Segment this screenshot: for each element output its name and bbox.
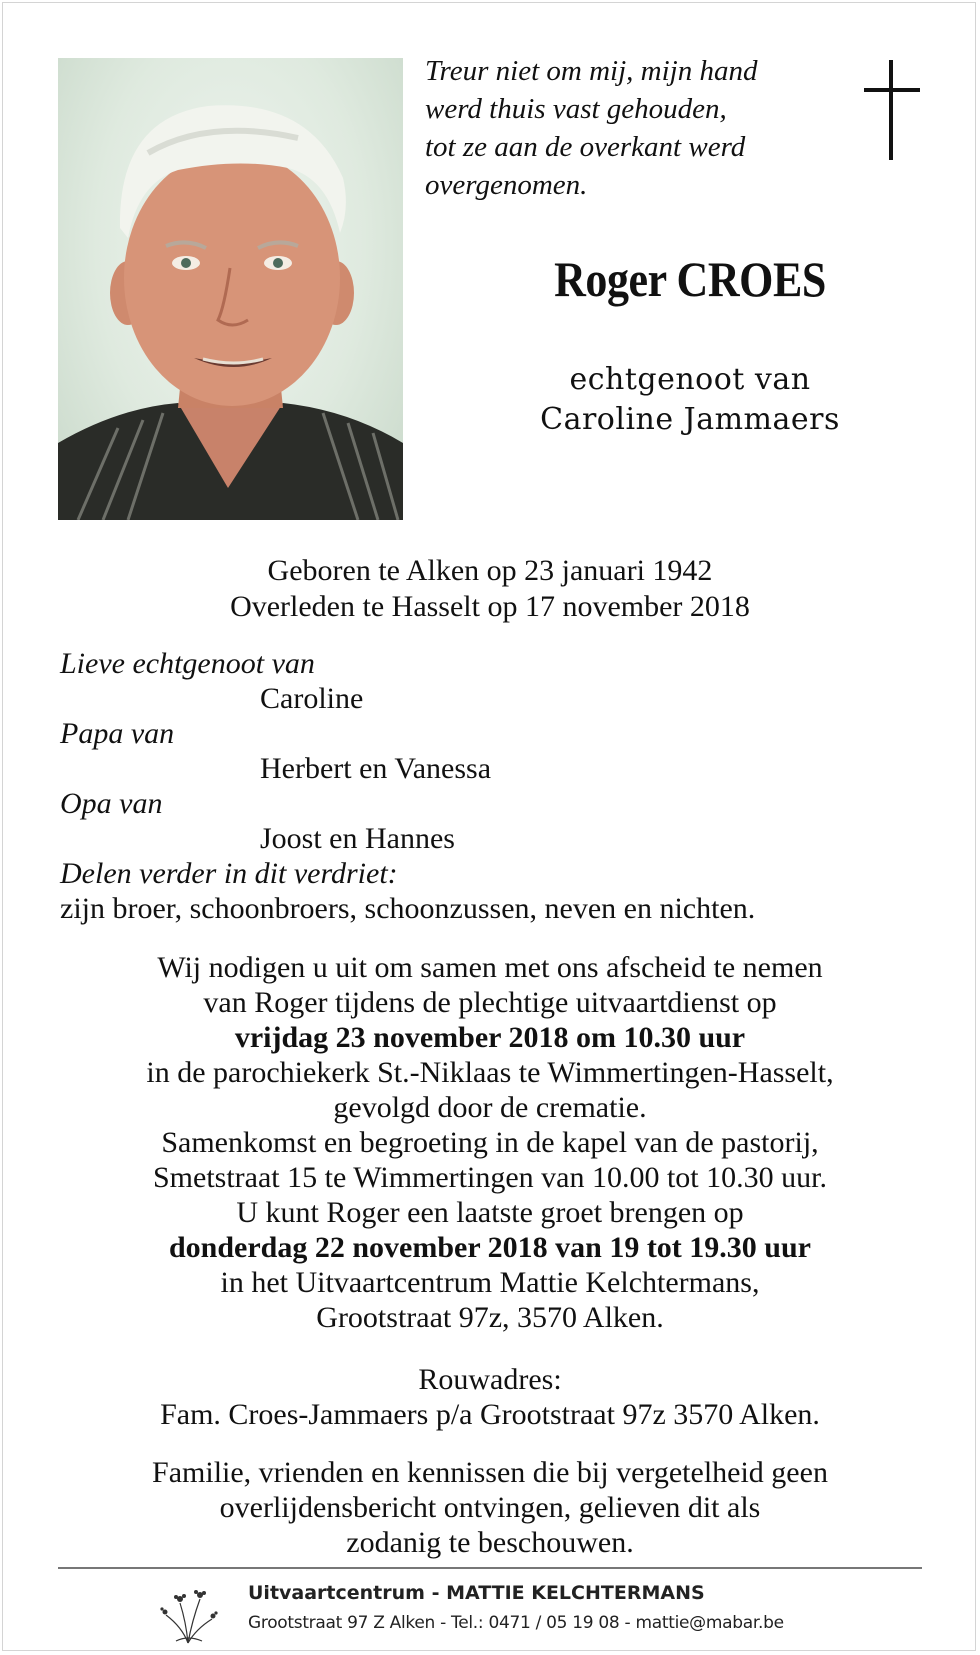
family-role: Opa van xyxy=(60,787,163,820)
invitation-line: Wij nodigen u uit om samen met ons afscheid te nemen xyxy=(157,951,823,984)
funeral-home-info xyxy=(248,1578,868,1638)
mourning-address xyxy=(0,1362,980,1432)
closing-line: zodanig te beschouwen. xyxy=(346,1526,634,1559)
footer-divider xyxy=(58,1567,922,1569)
invitation-line: U kunt Roger een laatste groet brengen op xyxy=(236,1196,744,1229)
death-date: Overleden te Hasselt op 17 november 2018 xyxy=(230,590,750,623)
closing-note xyxy=(0,1455,980,1560)
spouse-name: Caroline Jammaers xyxy=(540,402,840,437)
closing-line: overlijdensbericht ontvingen, gelieven dit als xyxy=(219,1491,761,1524)
family-members: Joost en Hannes xyxy=(260,822,455,855)
family-role: Lieve echtgenoot van xyxy=(60,647,315,680)
portrait-photo xyxy=(58,58,403,520)
funeral-home-name: Uitvaartcentrum - MATTIE KELCHTERMANS xyxy=(248,1582,705,1604)
birth-date: Geboren te Alken op 23 januari 1942 xyxy=(267,554,713,587)
invitation-line: in de parochiekerk St.-Niklaas te Wimmertingen-Hasselt, xyxy=(146,1056,834,1089)
family-members: zijn broer, schoonbroers, schoonzussen, neven en nichten. xyxy=(60,892,756,925)
invitation-line: Smetstraat 15 te Wimmertingen van 10.00 tot 10.30 uur. xyxy=(153,1161,827,1194)
spouse-relation xyxy=(470,360,910,440)
flower-logo-icon xyxy=(152,1577,224,1645)
invitation-line: Samenkomst en begroeting in de kapel van de pastorij, xyxy=(161,1126,819,1159)
family-role: Delen verder in dit verdriet: xyxy=(60,857,398,890)
family-list xyxy=(60,646,960,926)
poem-line: overgenomen. xyxy=(425,169,588,201)
relation-label: echtgenoot van xyxy=(569,362,811,397)
service-datetime: vrijdag 23 november 2018 om 10.30 uur xyxy=(234,1021,746,1054)
deceased-name: Roger CROES xyxy=(554,251,826,307)
poem-line: tot ze aan de overkant werd xyxy=(425,131,746,163)
invitation-line: Grootstraat 97z, 3570 Alken. xyxy=(316,1301,664,1334)
family-members: Caroline xyxy=(260,682,364,715)
funeral-home-contact: Grootstraat 97 Z Alken - Tel.: 0471 / 05 19 08 - mattie@mabar.be xyxy=(248,1613,784,1633)
life-dates xyxy=(0,553,980,625)
family-members: Herbert en Vanessa xyxy=(260,752,492,785)
invitation-line: van Roger tijdens de plechtige uitvaartdienst op xyxy=(203,986,777,1019)
cross-icon xyxy=(862,60,922,160)
poem-line: werd thuis vast gehouden, xyxy=(425,93,727,125)
invitation-line: in het Uitvaartcentrum Mattie Kelchtermans, xyxy=(220,1266,760,1299)
address-label: Rouwadres: xyxy=(418,1363,562,1396)
funeral-invitation xyxy=(0,950,980,1335)
poem xyxy=(425,52,825,204)
poem-line: Treur niet om mij, mijn hand xyxy=(425,55,758,87)
invitation-line: gevolgd door de crematie. xyxy=(333,1091,647,1124)
address-value: Fam. Croes-Jammaers p/a Grootstraat 97z 3570 Alken. xyxy=(160,1398,820,1431)
closing-line: Familie, vrienden en kennissen die bij vergetelheid geen xyxy=(152,1456,828,1489)
family-role: Papa van xyxy=(60,717,175,750)
visitation-datetime: donderdag 22 november 2018 van 19 tot 19.30 uur xyxy=(169,1231,811,1264)
